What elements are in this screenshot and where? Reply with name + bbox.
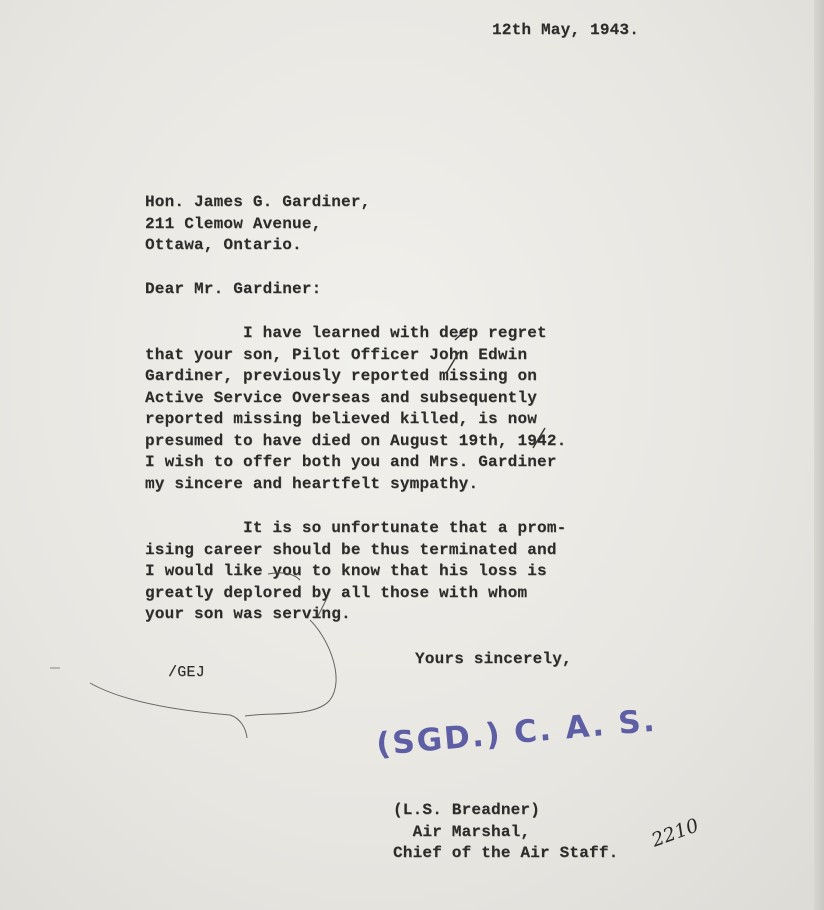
signed-stamp: (SGD.) C. A. S. bbox=[374, 702, 658, 763]
salutation: Dear Mr. Gardiner: bbox=[145, 280, 322, 298]
body-line: It is so unfortunate that a prom- bbox=[145, 519, 567, 537]
signature-line: Chief of the Air Staff. bbox=[393, 844, 619, 862]
closing: Yours sincerely, bbox=[415, 650, 572, 668]
recipient-line: Ottawa, Ontario. bbox=[145, 236, 302, 254]
signature-block bbox=[393, 800, 618, 865]
typist-initials: /GEJ bbox=[168, 664, 205, 681]
body-line: Gardiner, previously reported missing on bbox=[145, 367, 538, 385]
body-line: I would like you to know that his loss is bbox=[145, 562, 547, 580]
signature-line: Air Marshal, bbox=[393, 822, 531, 841]
body-line: my sincere and heartfelt sympathy. bbox=[145, 474, 479, 493]
body-line: presumed to have died on August 19th, 1942. bbox=[145, 431, 567, 450]
body-line: ising career should be thus terminated and bbox=[145, 540, 557, 559]
body-line: your son was serving. bbox=[145, 605, 351, 623]
body-line: reported missing believed killed, is now bbox=[145, 410, 538, 428]
body-line: I have learned with deep regret bbox=[145, 324, 547, 342]
body-line: that your son, Pilot Officer John Edwin bbox=[145, 345, 528, 364]
body-line: greatly deplored by all those with whom bbox=[145, 583, 528, 602]
letter-date: 12th May, 1943. bbox=[492, 21, 640, 39]
body-line: Active Service Overseas and subsequently bbox=[145, 388, 538, 407]
body-line: I wish to offer both you and Mrs. Gardiner bbox=[145, 453, 557, 471]
recipient-line: 211 Clemow Avenue, bbox=[145, 214, 322, 233]
signature-line: (L.S. Breadner) bbox=[393, 801, 541, 819]
recipient-line: Hon. James G. Gardiner, bbox=[145, 193, 371, 211]
handwritten-note: 2210 bbox=[648, 814, 702, 852]
